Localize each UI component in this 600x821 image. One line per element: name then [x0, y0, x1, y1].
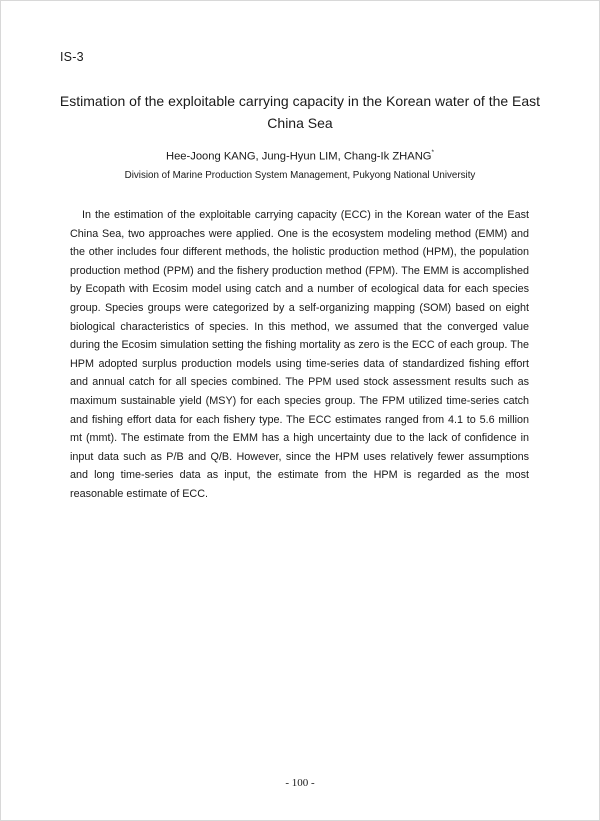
abstract-body: In the estimation of the exploitable carrying capacity (ECC) in the Korean water of the East China Sea, two approaches were applied. One is the ecosystem modeling method (EMM) and the other includes four different methods, the holistic production method (HPM), the population production method (PPM) and the fishery production method (FPM). The EMM is accomplished by Ecopath with Ecosim model using catch and a number of ecological data for each species group. Species groups were categorized by a self-organizing mapping (SOM) based on eight biological characteristics of species. In this method, we assumed that the converged value during the Ecosim simulation setting the fishing mortality as zero is the ECC of each group. The HPM adopted surplus production models using time-series data of standardized fishing effort and annual catch for all species combined. The PPM used stock assessment results such as maximum sustainable yield (MSY) for each species group. The FPM utilized time-series catch and fishing effort data for each fishery type. The ECC estimates ranged from 4.1 to 5.6 million mt (mmt). The estimate from the EMM has a high uncertainty due to the lack of confidence in input data such as P/B and Q/B. However, since the HPM uses relatively fewer assumptions and long time-series data as input, the estimate from the HPM is regarded as the most reasonable estimate of ECC. [70, 209, 529, 500]
authors: Hee-Joong KANG, Jung-Hyun LIM, Chang-Ik ZHANG [165, 150, 432, 163]
page-number: - 100 - [285, 777, 315, 789]
paper-title: Estimation of the exploitable carrying capacity in the Korean water of the East China Sea [59, 93, 541, 131]
author-line [60, 150, 540, 163]
corresponding-author-mark: * [431, 149, 435, 156]
session-id: IS-3 [60, 50, 84, 64]
affiliation: Division of Marine Production System Management, Pukyong National University [124, 170, 476, 181]
